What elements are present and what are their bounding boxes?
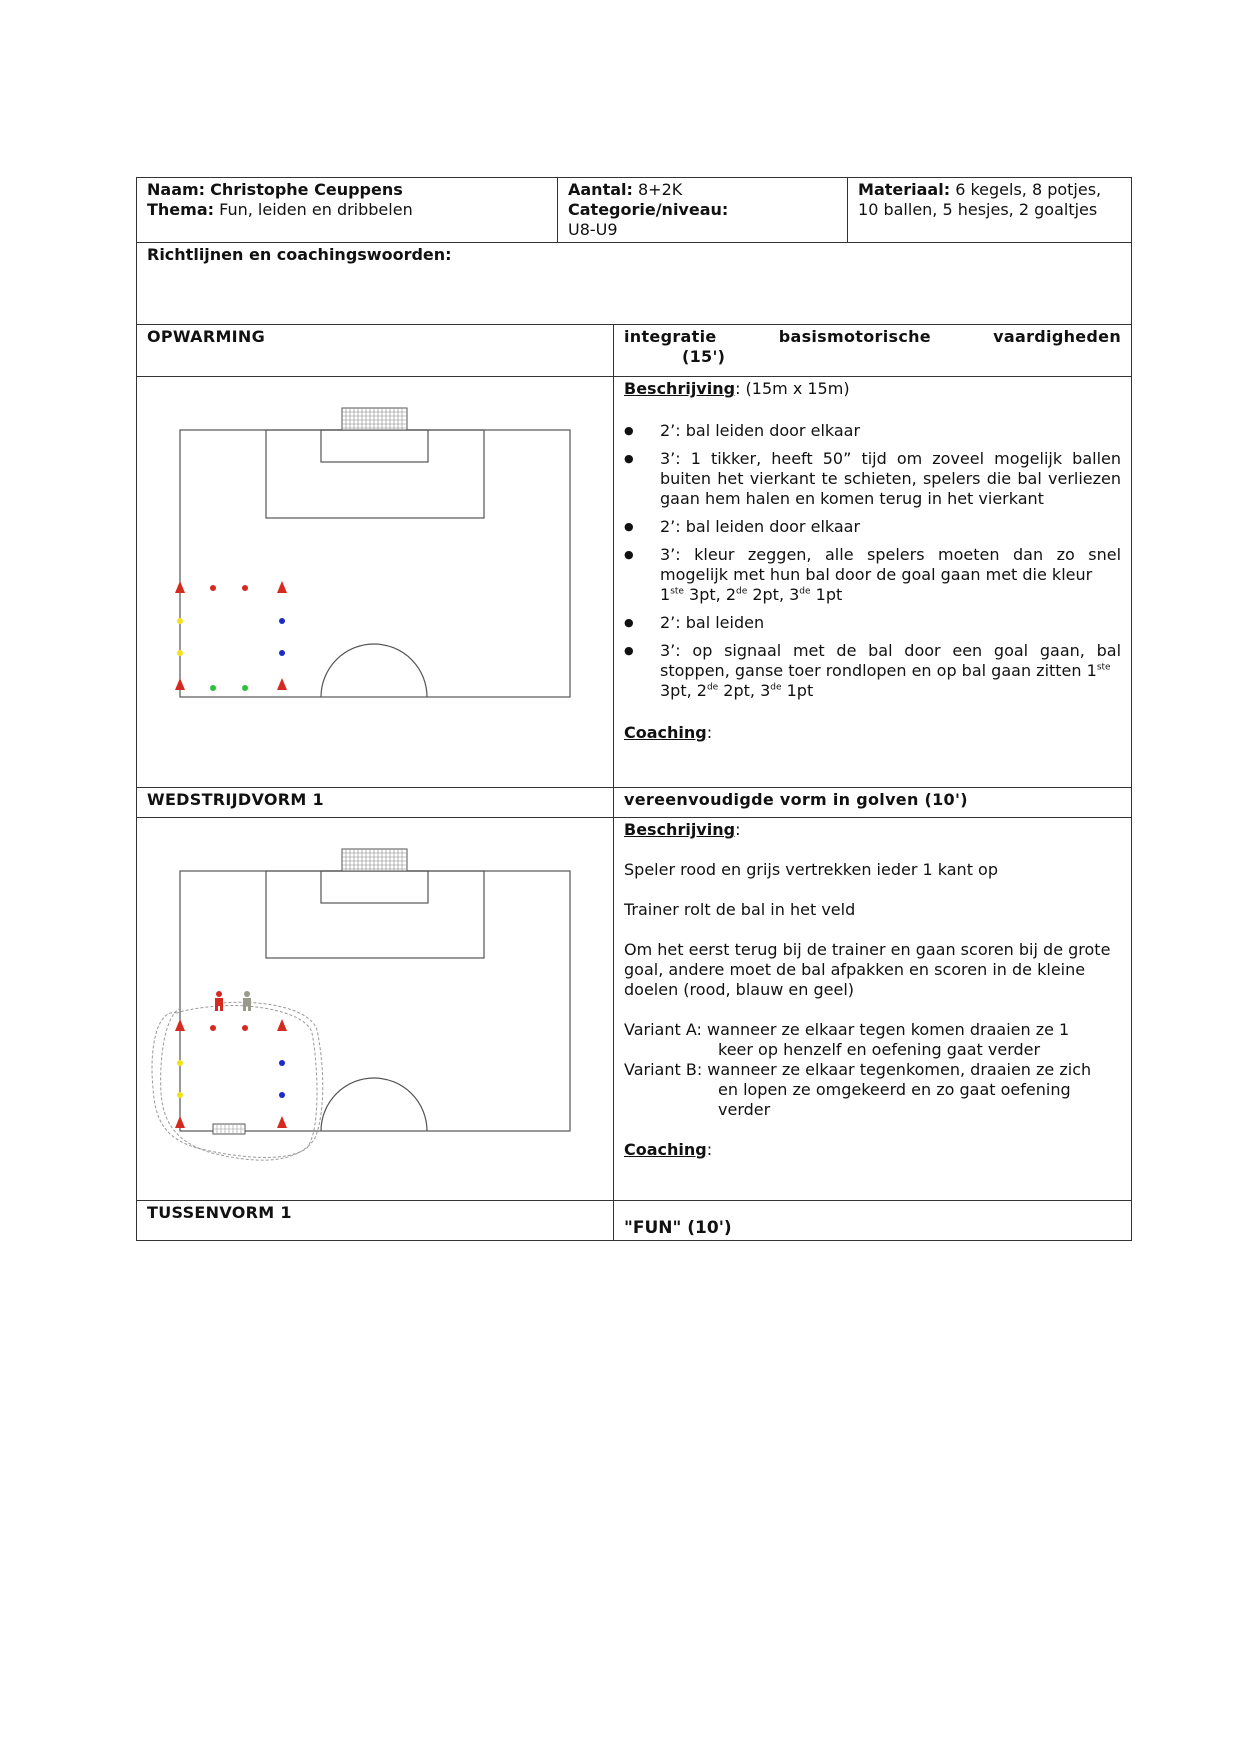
- cone-icon: [175, 1019, 185, 1031]
- variant-b-line1: Variant B: wanneer ze elkaar tegenkomen, draaien ze zich: [624, 1060, 1092, 1079]
- cone-icon: [277, 1116, 287, 1128]
- opwarming-heading-row: [137, 325, 1132, 377]
- opwarming-beschrijving-suffix: : (15m x 15m): [735, 379, 850, 398]
- opwarming-field-diagram: [137, 377, 613, 787]
- small-goal: [213, 1124, 245, 1134]
- list-item: ● 2’: bal leiden: [624, 613, 1121, 633]
- opwarming-subtitle: [614, 325, 1132, 377]
- players: [215, 991, 251, 1011]
- richtlijnen-label: Richtlijnen en coachingswoorden:: [137, 243, 1132, 325]
- cone-icon: [277, 581, 287, 593]
- field-outline: [180, 871, 570, 1131]
- wedstrijdvorm-p2: Trainer rolt de bal in het veld: [624, 900, 856, 919]
- score-sup: de: [736, 586, 748, 597]
- item6-text: 3’: op signaal met de bal door een goal gaan, bal stoppen, ganse toer rondlopen en op bal gaan zitten 1: [660, 641, 1122, 680]
- naam-value: Christophe Ceuppens: [210, 180, 403, 199]
- tussenvorm-subtitle: "FUN" (10'): [614, 1201, 1132, 1241]
- blue-dot: [279, 1060, 285, 1066]
- cone-icon: [175, 1116, 185, 1128]
- score-text: 3pt, 2: [683, 585, 736, 604]
- variant-b-line3: verder: [718, 1100, 771, 1119]
- wedstrijdvorm-p1: Speler rood en grijs vertrekken ieder 1 kant op: [624, 860, 998, 879]
- list-item: [624, 545, 1121, 605]
- center-circle-arc: [321, 1078, 427, 1131]
- cone-icon: [175, 678, 185, 690]
- wedstrijdvorm-beschrijving-label: Beschrijving: [624, 820, 736, 839]
- aantal-value: 8+2K: [638, 180, 683, 199]
- opwarming-subtitle-line2: (15'): [682, 347, 726, 366]
- wedstrijdvorm-text-cell: [614, 818, 1132, 1201]
- center-circle-arc: [321, 644, 427, 697]
- aantal-label: Aantal:: [568, 180, 633, 199]
- dots: [177, 585, 285, 691]
- opwarming-diagram-cell: [137, 377, 614, 788]
- goal-net: [342, 408, 407, 430]
- aantal-categorie-cell: [558, 178, 848, 243]
- red-dot: [242, 585, 248, 591]
- red-dot: [242, 1025, 248, 1031]
- wedstrijdvorm-heading-row: [137, 788, 1132, 818]
- cones: [175, 581, 287, 690]
- yellow-dot: [177, 1060, 183, 1066]
- opwarming-content-row: [137, 377, 1132, 788]
- cone-icon: [277, 1019, 287, 1031]
- wedstrijdvorm-field-diagram: [137, 818, 613, 1200]
- score-text: 2pt, 3: [718, 681, 771, 700]
- item4-text: 3’: kleur zeggen, alle spelers moeten dan zo snel mogelijk met hun bal door de goal gaan met die kleur: [660, 545, 1122, 584]
- naam-label: Naam:: [147, 180, 206, 199]
- categorie-label: Categorie/niveau:: [568, 200, 729, 219]
- dots: [177, 1025, 285, 1098]
- list-item: [624, 641, 1121, 701]
- list-item: ● 3’: 1 tikker, heeft 50” tijd om zoveel mogelijk ballen buiten het vierkant te schieten, spelers die bal verliezen gaan hem halen en komen terug in het vierkant: [624, 449, 1121, 509]
- field-outline: [180, 430, 570, 697]
- grey-player-icon: [243, 991, 251, 1011]
- naam-thema-cell: [137, 178, 558, 243]
- wedstrijdvorm-p3: Om het eerst terug bij de trainer en gaan scoren bij de grote goal, andere moet de bal afpakken en scoren in de kleine doelen (rood, blauw en geel): [624, 940, 1111, 999]
- blue-dot: [279, 1092, 285, 1098]
- list-item: ● 2’: bal leiden door elkaar: [624, 517, 1121, 537]
- opwarming-list: [624, 421, 1121, 701]
- wedstrijdvorm-content-row: [137, 818, 1132, 1201]
- variant-b-line2: en lopen ze omgekeerd en zo gaat oefening: [718, 1080, 1071, 1099]
- wedstrijdvorm-subtitle: vereenvoudigde vorm in golven (10'): [614, 788, 1132, 818]
- score-sup: de: [799, 586, 811, 597]
- cone-icon: [277, 678, 287, 690]
- opwarming-beschrijving-label: Beschrijving: [624, 379, 736, 398]
- thema-label: Thema:: [147, 200, 215, 219]
- red-dot: [210, 1025, 216, 1031]
- score-text: 3pt, 2: [660, 681, 707, 700]
- thema-value: Fun, leiden en dribbelen: [219, 200, 413, 219]
- score-text: 1pt: [810, 585, 843, 604]
- green-dot: [242, 685, 248, 691]
- yellow-dot: [177, 1092, 183, 1098]
- score-sup: de: [706, 682, 719, 693]
- wedstrijdvorm-title: WEDSTRIJDVORM 1: [137, 788, 614, 818]
- materiaal-label: Materiaal:: [858, 180, 951, 199]
- cone-icon: [175, 581, 185, 593]
- header-row: [137, 178, 1132, 243]
- goal-box: [321, 871, 428, 903]
- materiaal-cell: [848, 178, 1132, 243]
- wedstrijdvorm-coaching-suffix: :: [706, 1140, 713, 1159]
- green-dot: [210, 685, 216, 691]
- yellow-dot: [177, 618, 183, 624]
- tussenvorm-heading-row: [137, 1201, 1132, 1241]
- red-dot: [210, 585, 216, 591]
- cones: [175, 1019, 287, 1128]
- item6-sup: ste: [1096, 662, 1111, 673]
- tussenvorm-title: TUSSENVORM 1: [137, 1201, 614, 1241]
- score-text: 1pt: [781, 681, 814, 700]
- opwarming-coaching-suffix: :: [706, 723, 713, 742]
- training-sheet: [136, 177, 1132, 1241]
- penalty-box: [266, 430, 484, 518]
- score-text: 2pt, 3: [747, 585, 800, 604]
- wedstrijdvorm-beschrijving-suffix: :: [735, 820, 741, 839]
- variant-a-line2: keer op henzelf en oefening gaat verder: [718, 1040, 1041, 1059]
- score-text: 1: [660, 585, 671, 604]
- goal-box: [321, 430, 428, 462]
- blue-dot: [279, 650, 285, 656]
- red-player-icon: [215, 991, 223, 1011]
- wedstrijdvorm-diagram-cell: [137, 818, 614, 1201]
- yellow-dot: [177, 650, 183, 656]
- score-sup: de: [770, 682, 782, 693]
- variant-a-line1: Variant A: wanneer ze elkaar tegen komen draaien ze 1: [624, 1020, 1070, 1039]
- list-item: ● 2’: bal leiden door elkaar: [624, 421, 1121, 441]
- penalty-box: [266, 871, 484, 958]
- richtlijnen-row: [137, 243, 1132, 325]
- score-sup: ste: [670, 586, 684, 597]
- wedstrijdvorm-coaching-label: Coaching: [624, 1140, 707, 1159]
- categorie-value: U8-U9: [568, 220, 618, 239]
- opwarming-subtitle-line1: integratie basismotorische vaardigheden: [624, 327, 1122, 346]
- materiaal-value: 6 kegels, 8 potjes, 10 ballen, 5 hesjes, 2 goaltjes: [858, 180, 1102, 219]
- goal-net: [342, 849, 407, 871]
- opwarming-title: OPWARMING: [137, 325, 614, 377]
- blue-dot: [279, 618, 285, 624]
- opwarming-text-cell: [614, 377, 1132, 788]
- opwarming-coaching-label: Coaching: [624, 723, 707, 742]
